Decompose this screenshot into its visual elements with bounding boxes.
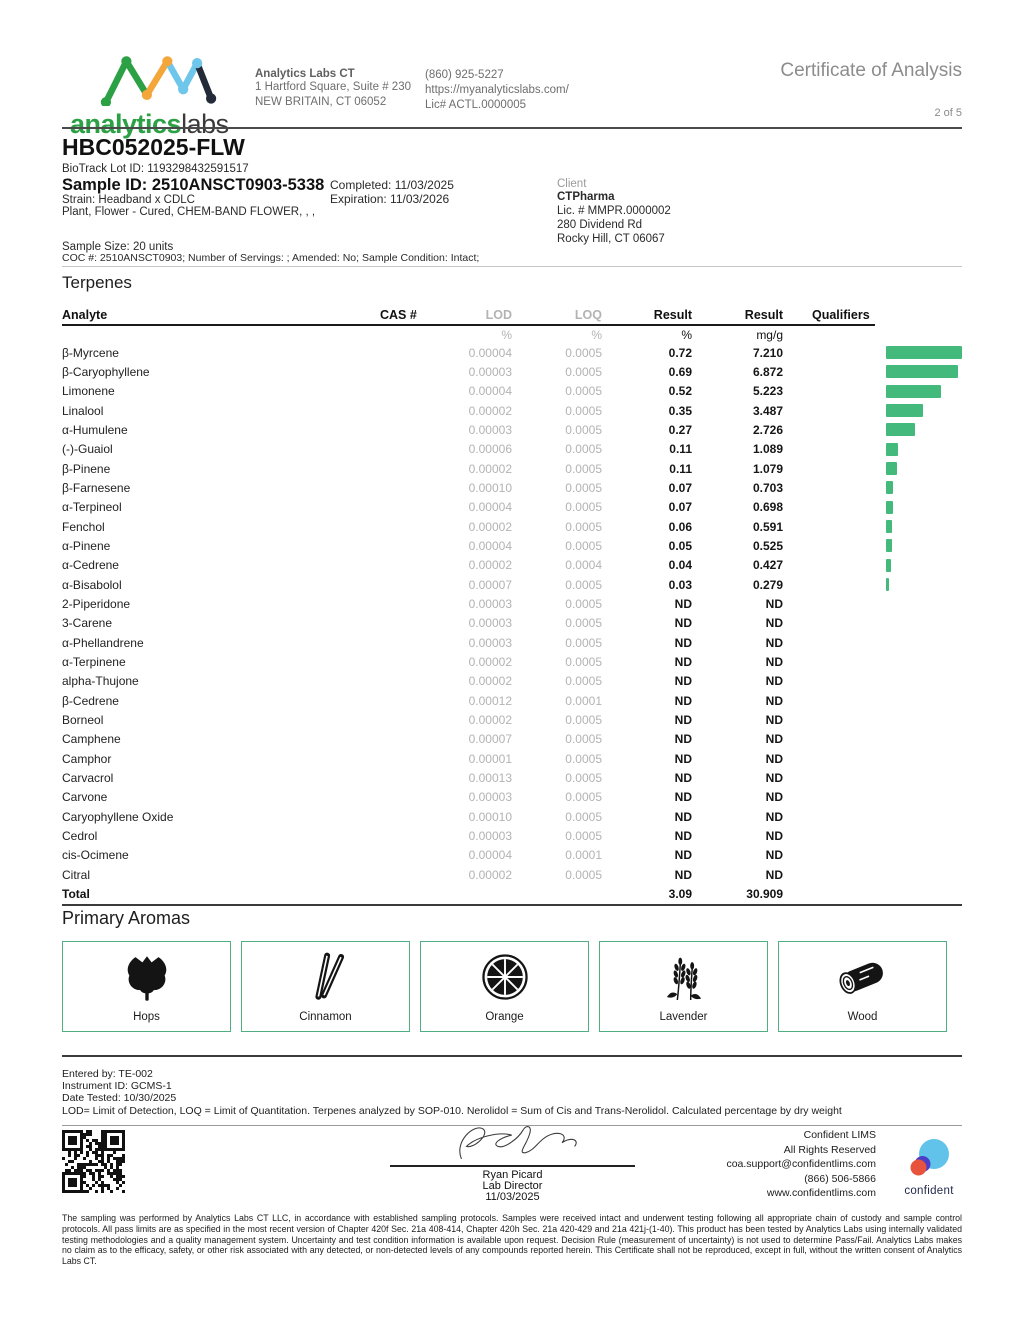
col-cas: CAS # — [380, 307, 417, 322]
cell-loq: 0.0005 — [565, 616, 602, 631]
cell-mgg: 0.279 — [752, 577, 783, 592]
cell-lod: 0.00002 — [468, 461, 512, 476]
confident-brand-text: confident — [904, 1185, 954, 1197]
cell-qualifiers — [783, 865, 962, 884]
cell-mgg: 5.223 — [752, 384, 783, 399]
cell-analyte: Camphor — [62, 751, 112, 766]
cell-qualifiers — [783, 401, 962, 420]
cell-loq: 0.0005 — [565, 577, 602, 592]
cell-analyte: 2-Piperidone — [62, 596, 131, 611]
expiration-date: Expiration: 11/03/2026 — [330, 192, 450, 206]
cell-qualifiers — [783, 768, 962, 787]
cell-qualifiers — [783, 478, 962, 497]
lab-license: Lic# ACTL.0000005 — [425, 99, 527, 111]
signature-block — [390, 1120, 635, 1203]
orange-icon — [479, 942, 531, 1011]
client-label: Client — [557, 178, 587, 190]
cell-qualifiers — [783, 440, 962, 459]
cell-pct: ND — [674, 616, 692, 631]
cell-analyte: β-Myrcene — [62, 345, 119, 360]
instrument-id: Instrument ID: GCMS-1 — [62, 1080, 172, 1092]
lab-address2: NEW BRITAIN, CT 06052 — [255, 96, 387, 108]
cell-qualifiers — [783, 633, 962, 652]
cell-loq: 0.0005 — [565, 790, 602, 805]
table-row — [62, 517, 962, 536]
cell-mgg: 2.726 — [752, 422, 783, 437]
cell-lod: 0.00007 — [468, 577, 512, 592]
signer-name: Ryan Picard — [482, 1169, 543, 1181]
cell-mgg: 1.079 — [752, 461, 783, 476]
cell-qualifiers — [783, 362, 962, 381]
terpenes-section-title: Terpenes — [62, 273, 132, 292]
cell-lod: 0.00002 — [468, 558, 512, 573]
cell-analyte: α-Phellandrene — [62, 635, 144, 650]
cell-qualifiers — [783, 614, 962, 633]
lims-website: www.confidentlims.com — [766, 1187, 876, 1199]
table-row — [62, 362, 962, 381]
cell-lod: 0.00003 — [468, 364, 512, 379]
cell-lod: 0.00003 — [468, 635, 512, 650]
cell-analyte: Citral — [62, 867, 91, 882]
cell-pct: ND — [674, 693, 692, 708]
cinnamon-icon — [302, 942, 350, 1011]
completed-date: Completed: 11/03/2025 — [330, 178, 454, 192]
footer-top-divider — [62, 1055, 962, 1057]
lab-contact-block — [425, 68, 569, 113]
table-row — [62, 826, 962, 845]
aroma-boxes — [62, 941, 947, 1032]
cell-loq: 0.0005 — [565, 596, 602, 611]
cell-loq: 0.0005 — [565, 461, 602, 476]
client-address2: Rocky Hill, CT 06067 — [557, 233, 665, 245]
table-row — [62, 594, 962, 613]
cell-loq: 0.0005 — [565, 519, 602, 534]
cell-loq: 0.0005 — [565, 345, 602, 360]
cell-loq: 0.0005 — [565, 364, 602, 379]
table-row — [62, 478, 962, 497]
client-address1: 280 Dividend Rd — [557, 219, 643, 231]
cell-analyte: α-Terpinene — [62, 654, 126, 669]
cell-analyte: α-Bisabolol — [62, 577, 122, 592]
cell-qualifiers — [783, 556, 962, 575]
table-row — [62, 672, 962, 691]
cell-pct: ND — [674, 867, 692, 882]
aroma-box-cinnamon — [241, 941, 410, 1032]
cell-mgg: ND — [765, 654, 783, 669]
molecule-chain-icon — [70, 52, 220, 106]
batch-id: HBC052025-FLW — [62, 134, 245, 160]
matrix: Plant, Flower - Cured, CHEM-BAND FLOWER, , , — [62, 206, 316, 218]
cell-pct: ND — [674, 674, 692, 689]
cell-mgg: ND — [765, 770, 783, 785]
header-divider — [62, 127, 962, 129]
cell-qualifiers — [783, 382, 962, 401]
cell-analyte: (-)-Guaiol — [62, 442, 113, 457]
unit-lod: % — [501, 327, 512, 342]
table-row — [62, 633, 962, 652]
cell-analyte: β-Cedrene — [62, 693, 119, 708]
lab-phone: (860) 925-5227 — [425, 69, 504, 81]
col-result-mgg: Result — [744, 307, 783, 322]
cell-lod: 0.00002 — [468, 403, 512, 418]
cell-mgg: ND — [765, 790, 783, 805]
cell-pct: 0.04 — [668, 558, 692, 573]
cell-mgg: ND — [765, 732, 783, 747]
cell-pct: 0.03 — [668, 577, 692, 592]
cell-qualifiers — [783, 575, 962, 594]
cell-qualifiers — [783, 420, 962, 439]
cell-pct: 0.05 — [668, 538, 692, 553]
cell-mgg: ND — [765, 809, 783, 824]
cell-lod: 0.00004 — [468, 538, 512, 553]
aroma-label: Orange — [485, 1011, 524, 1023]
cell-pct: 0.52 — [668, 384, 692, 399]
cell-mgg: ND — [765, 693, 783, 708]
cell-mgg: 1.089 — [752, 442, 783, 457]
cell-pct: ND — [674, 828, 692, 843]
result-bar — [886, 559, 891, 572]
date-tested: Date Tested: 10/30/2025 — [62, 1092, 177, 1104]
qr-code — [62, 1130, 125, 1193]
cell-qualifiers — [783, 846, 962, 865]
result-bar — [886, 423, 915, 436]
cell-loq: 0.0005 — [565, 480, 602, 495]
table-row — [62, 343, 962, 362]
cell-pct: ND — [674, 712, 692, 727]
cell-loq: 0.0001 — [565, 848, 602, 863]
cell-loq: 0.0005 — [565, 751, 602, 766]
cell-mgg: ND — [765, 848, 783, 863]
table-row — [62, 498, 962, 517]
unit-result-pct: % — [681, 327, 692, 342]
cell-qualifiers — [783, 459, 962, 478]
aroma-label: Cinnamon — [299, 1011, 352, 1023]
hops-icon — [124, 942, 170, 1011]
cell-pct: 0.07 — [668, 480, 692, 495]
cell-loq: 0.0005 — [565, 442, 602, 457]
cell-analyte: α-Terpineol — [62, 500, 122, 515]
cell-analyte: α-Cedrene — [62, 558, 119, 573]
cell-qualifiers — [783, 826, 962, 845]
result-bar — [886, 346, 962, 359]
client-name: CTPharma — [557, 191, 615, 203]
cell-qualifiers — [783, 672, 962, 691]
cell-mgg: 0.703 — [752, 480, 783, 495]
table-row — [62, 768, 962, 787]
cell-mgg: ND — [765, 596, 783, 611]
cell-lod: 0.00003 — [468, 828, 512, 843]
cell-pct: 0.11 — [669, 442, 692, 457]
lims-rights: All Rights Reserved — [783, 1143, 876, 1156]
cell-pct: 0.69 — [668, 364, 692, 379]
lod-note: LOD= Limit of Detection, LOQ = Limit of Quantitation. Terpenes analyzed by SOP-010. Nerolidol = Sum of Cis and Trans-Nerolidol. Calculated percentage by dry weight — [62, 1105, 842, 1117]
table-row — [62, 575, 962, 594]
cell-lod: 0.00002 — [468, 867, 512, 882]
result-bar — [886, 578, 889, 591]
confident-logo — [899, 1138, 959, 1197]
cell-lod: 0.00010 — [468, 480, 512, 495]
cell-pct: 0.07 — [668, 500, 692, 515]
cell-mgg: ND — [765, 635, 783, 650]
table-units-row — [62, 326, 962, 343]
cell-mgg: ND — [765, 867, 783, 882]
cell-analyte: Cedrol — [62, 828, 98, 843]
cell-lod: 0.00003 — [468, 596, 512, 611]
cell-qualifiers — [783, 691, 962, 710]
cell-pct: ND — [674, 770, 692, 785]
cell-pct: ND — [674, 654, 692, 669]
cell-mgg: 7.210 — [752, 345, 783, 360]
table-row — [62, 807, 962, 826]
cell-mgg: ND — [765, 616, 783, 631]
result-bar — [886, 501, 893, 514]
client-license: Lic. # MMPR.0000002 — [557, 205, 671, 217]
table-row — [62, 788, 962, 807]
cell-mgg: ND — [765, 674, 783, 689]
cell-loq: 0.0005 — [565, 809, 602, 824]
cell-lod: 0.00002 — [468, 654, 512, 669]
unit-result-mgg: mg/g — [756, 327, 783, 342]
table-row — [62, 749, 962, 768]
lab-name: Analytics Labs CT — [255, 68, 355, 80]
result-bar — [886, 365, 958, 378]
sample-id: Sample ID: 2510ANSCT0903-5338 — [62, 176, 325, 194]
table-row — [62, 401, 962, 420]
cell-analyte: Carvone — [62, 790, 108, 805]
wood-icon — [832, 942, 894, 1011]
terpenes-table — [62, 305, 962, 906]
cell-qualifiers — [783, 807, 962, 826]
table-row — [62, 420, 962, 439]
logo-word-analytics: analytics — [70, 109, 182, 139]
cell-pct: 0.35 — [668, 403, 692, 418]
confident-circles-icon — [906, 1138, 952, 1180]
cell-loq: 0.0005 — [565, 538, 602, 553]
lims-email: coa.support@confidentlims.com — [726, 1158, 876, 1170]
table-row — [62, 846, 962, 865]
cell-analyte: α-Pinene — [62, 538, 111, 553]
cell-loq: 0.0005 — [565, 384, 602, 399]
cell-mgg: ND — [765, 712, 783, 727]
document-title: Certificate of Analysis — [780, 60, 962, 81]
cell-analyte: Linalool — [62, 403, 104, 418]
lavender-icon — [658, 942, 710, 1011]
aroma-label: Hops — [133, 1011, 160, 1023]
cell-pct: ND — [674, 751, 692, 766]
total-label: Total — [62, 887, 90, 902]
cell-mgg: 0.427 — [752, 558, 783, 573]
cell-loq: 0.0005 — [565, 732, 602, 747]
total-result-mgg: 30.909 — [746, 887, 783, 902]
cell-pct: ND — [674, 809, 692, 824]
page-indicator: 2 of 5 — [934, 107, 962, 119]
cell-loq: 0.0005 — [565, 828, 602, 843]
lims-phone: (866) 506-5866 — [804, 1172, 876, 1185]
cell-lod: 0.00003 — [468, 616, 512, 631]
col-qualifiers: Qualifiers — [812, 307, 870, 322]
cell-lod: 0.00004 — [468, 384, 512, 399]
total-result-pct: 3.09 — [668, 887, 692, 902]
client-block — [557, 178, 671, 246]
cell-lod: 0.00013 — [468, 770, 512, 785]
cell-pct: ND — [674, 790, 692, 805]
cell-analyte: β-Pinene — [62, 461, 111, 476]
cell-pct: ND — [674, 596, 692, 611]
cell-lod: 0.00004 — [468, 500, 512, 515]
cell-qualifiers — [783, 517, 962, 536]
cell-analyte: Limonene — [62, 384, 115, 399]
cell-analyte: β-Farnesene — [62, 480, 131, 495]
cell-lod: 0.00004 — [468, 345, 512, 360]
cell-lod: 0.00002 — [468, 674, 512, 689]
cell-mgg: ND — [765, 751, 783, 766]
cell-qualifiers — [783, 749, 962, 768]
signature-icon — [393, 1120, 633, 1164]
cell-lod: 0.00003 — [468, 422, 512, 437]
cell-pct: 0.72 — [668, 345, 692, 360]
entered-by: Entered by: TE-002 — [62, 1068, 153, 1080]
table-row — [62, 865, 962, 884]
table-row — [62, 710, 962, 729]
cell-analyte: Carvacrol — [62, 770, 114, 785]
cell-loq: 0.0005 — [565, 770, 602, 785]
table-row — [62, 536, 962, 555]
aroma-box-orange — [420, 941, 589, 1032]
cell-lod: 0.00001 — [468, 751, 512, 766]
cell-lod: 0.00003 — [468, 790, 512, 805]
cell-lod: 0.00004 — [468, 848, 512, 863]
table-row — [62, 440, 962, 459]
cell-analyte: Camphene — [62, 732, 121, 747]
aroma-label: Lavender — [659, 1011, 708, 1023]
table-header-row — [62, 305, 962, 324]
cell-mgg: 6.872 — [752, 364, 783, 379]
terpenes-top-divider — [62, 266, 962, 267]
cell-qualifiers — [783, 788, 962, 807]
cell-mgg: 0.698 — [752, 500, 783, 515]
aroma-box-lavender — [599, 941, 768, 1032]
logo-word-labs: labs — [181, 109, 229, 139]
cell-qualifiers — [783, 343, 962, 362]
lims-block — [726, 1128, 876, 1201]
cell-analyte: β-Caryophyllene — [62, 364, 150, 379]
biotrack-lot-id: BioTrack Lot ID: 1193298432591517 — [62, 163, 249, 175]
cell-lod: 0.00012 — [468, 693, 512, 708]
unit-loq: % — [591, 327, 602, 342]
cell-analyte: Fenchol — [62, 519, 105, 534]
cell-pct: ND — [674, 732, 692, 747]
cell-analyte: Borneol — [62, 712, 104, 727]
aroma-box-wood — [778, 941, 947, 1032]
table-row — [62, 691, 962, 710]
cell-loq: 0.0005 — [565, 867, 602, 882]
aromas-section-title: Primary Aromas — [62, 908, 191, 928]
cell-qualifiers — [783, 652, 962, 671]
table-row — [62, 382, 962, 401]
col-lod: LOD — [485, 307, 512, 322]
cell-mgg: 0.591 — [752, 519, 783, 534]
cell-analyte: cis-Ocimene — [62, 848, 129, 863]
table-row — [62, 614, 962, 633]
aroma-label: Wood — [847, 1011, 878, 1023]
cell-loq: 0.0005 — [565, 674, 602, 689]
cell-loq: 0.0005 — [565, 635, 602, 650]
col-loq: LOQ — [574, 307, 602, 322]
cell-pct: 0.11 — [669, 461, 692, 476]
cell-loq: 0.0004 — [565, 558, 602, 573]
cell-pct: 0.06 — [668, 519, 692, 534]
strain: Strain: Headband x CDLC — [62, 194, 195, 206]
lims-name: Confident LIMS — [803, 1129, 876, 1141]
cell-analyte: alpha-Thujone — [62, 674, 139, 689]
cell-loq: 0.0005 — [565, 712, 602, 727]
table-row — [62, 459, 962, 478]
cell-pct: ND — [674, 848, 692, 863]
cell-pct: ND — [674, 635, 692, 650]
table-total-row — [62, 884, 962, 906]
cell-pct: 0.27 — [668, 422, 692, 437]
table-row — [62, 556, 962, 575]
col-analyte: Analyte — [62, 307, 108, 322]
cell-lod: 0.00007 — [468, 732, 512, 747]
lab-address-block — [255, 68, 411, 110]
cell-mgg: 3.487 — [752, 403, 783, 418]
cell-lod: 0.00010 — [468, 809, 512, 824]
cell-qualifiers — [783, 594, 962, 613]
table-row — [62, 730, 962, 749]
cell-qualifiers — [783, 536, 962, 555]
cell-loq: 0.0005 — [565, 654, 602, 669]
result-bar — [886, 539, 892, 552]
result-bar — [886, 443, 898, 456]
result-bar — [886, 481, 893, 494]
cell-loq: 0.0005 — [565, 422, 602, 437]
result-bar — [886, 520, 892, 533]
cell-lod: 0.00006 — [468, 442, 512, 457]
cell-mgg: 0.525 — [752, 538, 783, 553]
cell-lod: 0.00002 — [468, 519, 512, 534]
result-bar — [886, 462, 897, 475]
table-row — [62, 652, 962, 671]
cell-loq: 0.0005 — [565, 403, 602, 418]
disclaimer-text: The sampling was performed by Analytics Labs CT LLC, in accordance with established sampling protocols. Samples were received intact and underwent testing following all appropriate chain of custody and sample control protocols. All pass limits are as specified in the most recent version of Chapter 420f Sec. 21a 408-414, Chapter 420h Sec. 21a 420-429 and 21a 421j-(1-40). This product has been tested by Analytics Labs using internally validated testing methodologies and a quality management system. Uncertainty and test condition information is available upon request. Decision Rule (measurement of uncertainty) is not used to determine Pass/Fail. Analytics Labs makes no claim as to the efficacy, safety, or other risk associated with any detected, or non-detected levels of any compounds reported herein. This Certificate shall not be reproduced, except in full, without the written consent of Analytics Labs CT. — [62, 1213, 962, 1267]
col-result-pct: Result — [653, 307, 692, 322]
result-bar — [886, 385, 941, 398]
lab-address1: 1 Hartford Square, Suite # 230 — [255, 81, 411, 93]
sample-size: Sample Size: 20 units — [62, 241, 174, 253]
cell-loq: 0.0005 — [565, 500, 602, 515]
signature-date: 11/03/2025 — [485, 1191, 540, 1203]
cell-mgg: ND — [765, 828, 783, 843]
cell-analyte: Caryophyllene Oxide — [62, 809, 174, 824]
cell-qualifiers — [783, 710, 962, 729]
cell-lod: 0.00002 — [468, 712, 512, 727]
cell-analyte: 3-Carene — [62, 616, 113, 631]
result-bar — [886, 404, 923, 417]
aroma-box-hops — [62, 941, 231, 1032]
cell-qualifiers — [783, 498, 962, 517]
signer-title: Lab Director — [482, 1180, 543, 1192]
cell-loq: 0.0001 — [565, 693, 602, 708]
terpene-rows — [62, 343, 962, 884]
lab-website: https://myanalyticslabs.com/ — [425, 84, 569, 96]
coc-line: COC #: 2510ANSCT0903; Number of Servings: ; Amended: No; Sample Condition: Intact; — [62, 252, 480, 264]
cell-qualifiers — [783, 730, 962, 749]
cell-analyte: α-Humulene — [62, 422, 128, 437]
